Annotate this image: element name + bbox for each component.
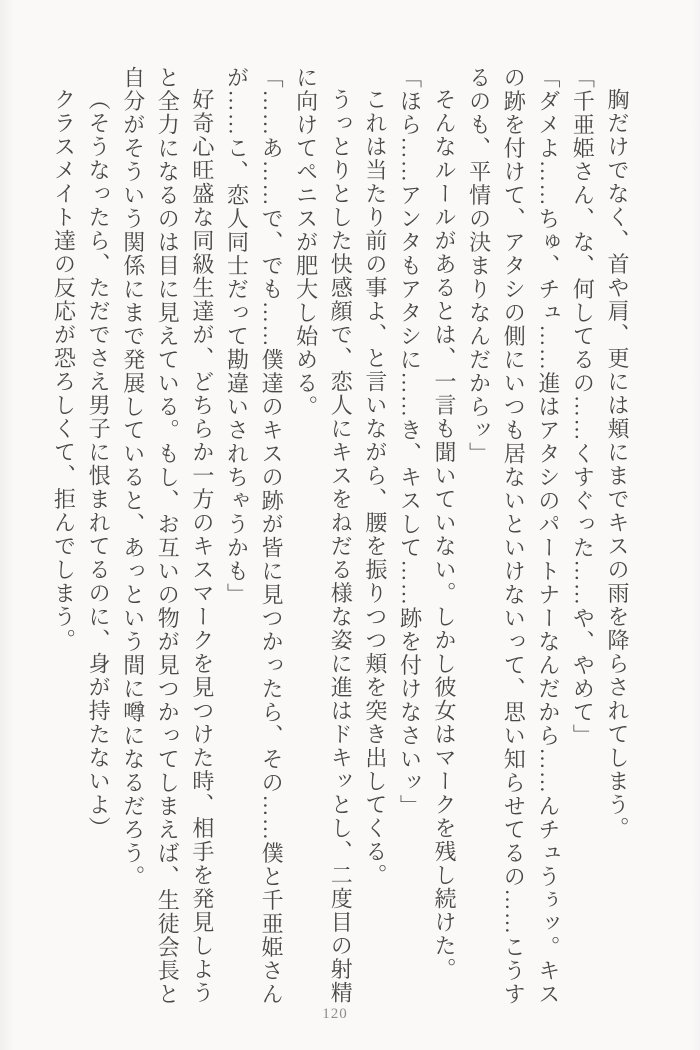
- text-column: 自分がそういう関係にまで発展していると、あっという間に噂になるだろう。: [120, 66, 146, 889]
- text-column: 「千亜姫さん、な、何してるの……くすぐった……や、やめて」: [570, 66, 596, 748]
- text-column: るのも、平情の決まりなんだからッ」: [466, 66, 492, 466]
- page-number: 120: [322, 1006, 348, 1022]
- text-column: 胸だけでなく、首や肩、更には頬にまでキスの雨を降らされてしまう。: [605, 88, 630, 840]
- text-column: うっとりとした快感顔で、恋人にキスをねだる様な姿に進はドキッとし、二度目の射精: [328, 88, 354, 1005]
- text-column: 好奇心旺盛な同級生達が、どちらか一方のキスマークを見つけた時、相手を発見しよう: [189, 88, 215, 1005]
- text-column: （そうなったら、ただでさえ男子に恨まれてるのに、身が持たないよ）: [86, 88, 112, 840]
- novel-text-block: [36, 66, 634, 1008]
- text-column: クラスメイト達の反応が恐ろしくて、拒んでしまう。: [51, 88, 77, 652]
- text-column: と全力になるのは目に見えている。もし、お互いの物が見つかってしまえば、生徒会長と: [155, 66, 181, 1006]
- text-column: これは当たり前の事よ、と言いながら、腰を振りつつ頬を突き出してくる。: [362, 88, 388, 887]
- text-column: そんなルールがあるとは、一言も聞いていない。しかし彼女はマークを残し続けた。: [432, 88, 458, 981]
- text-column: の跡を付けて、アタシの側にいつも居ないといけないって、思い知らせてるの……こうす: [501, 66, 527, 1006]
- text-column: 「ほら……アンタもアタシに……き、キスして……跡を付けなさいッ」: [397, 66, 423, 818]
- text-column: が……こ、恋人同士だって勘違いされちゃうかも」: [224, 66, 250, 607]
- text-column: に向けてペニスが肥大し始める。: [293, 66, 319, 419]
- text-column: 「……あ……で、でも……僕達のキスの跡が皆に見つかったら、その……僕と千亜姫さん: [259, 66, 285, 1006]
- text-column: 「ダメよ……ちゅ、チュ……進はアタシのパートナーなんだから……んチュうぅッ。キス: [535, 66, 561, 1006]
